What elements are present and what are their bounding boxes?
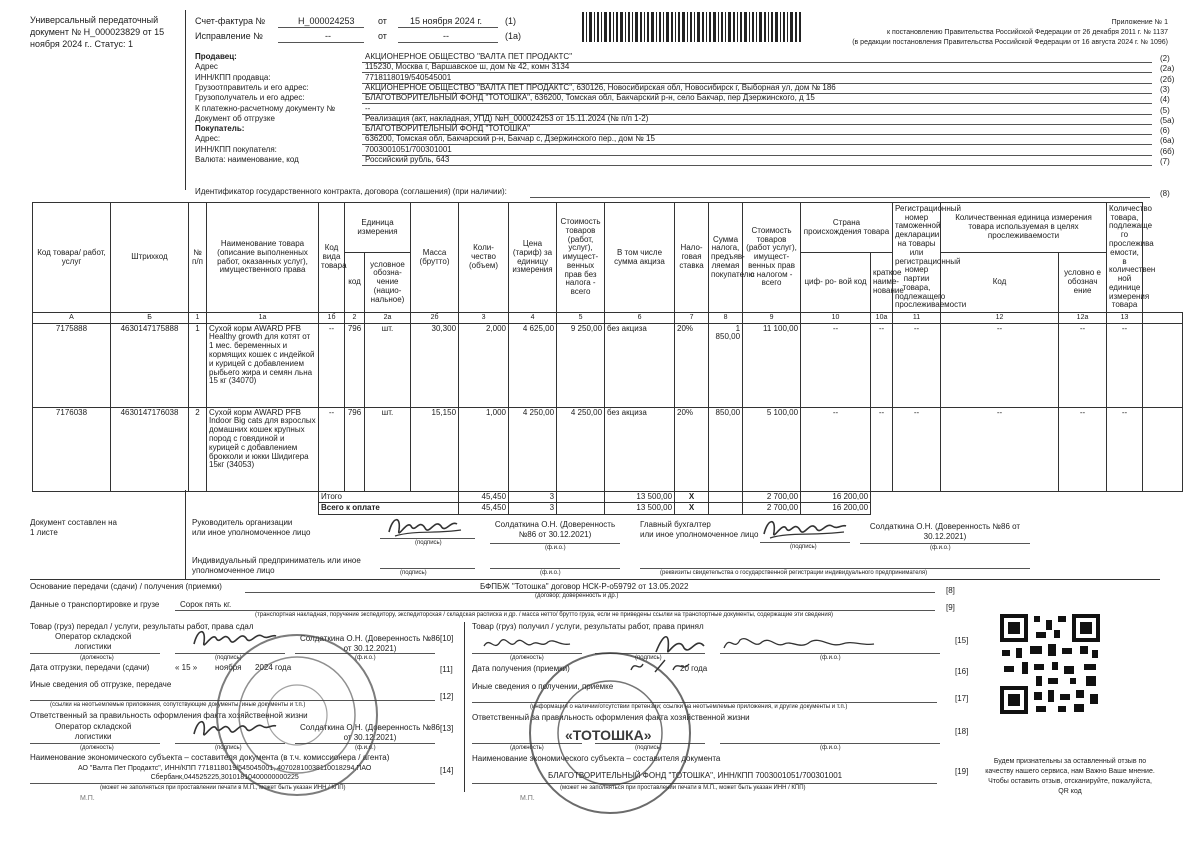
- subtotal-qty: 3: [509, 491, 557, 503]
- grandtotal-row: [33, 503, 1183, 515]
- barcode-image: [582, 12, 802, 42]
- recv-year: 20 года: [680, 664, 708, 673]
- th-excise: В том числе сумма акциза: [605, 203, 675, 313]
- head-label: [192, 518, 310, 538]
- cell-price: 4 250,00: [509, 407, 557, 491]
- column-code: 5: [557, 313, 605, 324]
- op-label: [55, 632, 131, 652]
- party-label: Продавец:: [195, 52, 237, 61]
- subtotal-mass: 45,450: [459, 491, 509, 503]
- qr-note-line2: качеству нашего сервиса, нам Важно Ваше мнение.: [985, 768, 1155, 775]
- head-label-line1: Руководитель организации: [192, 518, 293, 527]
- invoice-label: Счет-фактура №: [195, 16, 266, 26]
- resp-pos-cap: (должность): [80, 745, 114, 751]
- left-other-label: Иные сведения об отгрузке, передаче: [30, 680, 172, 689]
- th-name: Наименование товара (описание выполненных работ, оказанных услуг), имущественного права: [207, 203, 319, 313]
- column-code: 8: [709, 313, 743, 324]
- column-code: 12: [941, 313, 1059, 324]
- ip-sign-line: [380, 568, 475, 569]
- cell-code: 7176038: [33, 407, 111, 491]
- th-customs: Регистрационный номер таможенной декларации на товары или регистрационный номер партии товара, подлежащего прослеживаемости: [893, 203, 941, 313]
- appendix-note: [852, 18, 1168, 48]
- code-19: [19]: [955, 767, 969, 776]
- cell-trace-name: --: [1059, 407, 1107, 491]
- cell-total: 5 100,00: [743, 407, 801, 491]
- code-13: [13]: [440, 724, 454, 733]
- doc-title-line3: ноября 2024 г.. Статус: 1: [30, 39, 133, 49]
- cell-price: 4 625,00: [509, 323, 557, 407]
- op-sign-cap: (подпись): [215, 655, 242, 661]
- grandtotal-excise: X: [675, 503, 709, 515]
- cell-unit-name: шт.: [365, 407, 411, 491]
- cell-rate: 20%: [675, 407, 709, 491]
- party-line: [362, 144, 1152, 145]
- party-line: [362, 72, 1152, 73]
- qr-note-line3: Чтобы оставить отзыв, отсканируйте, пожалуйста,: [988, 778, 1152, 785]
- party-line: [362, 155, 1152, 156]
- basis-label: Основание передачи (сдачи) / получения (приемки): [30, 582, 222, 591]
- party-label: Покупатель:: [195, 124, 245, 134]
- cell-country-code: --: [801, 323, 871, 407]
- invoice-from: от: [378, 16, 387, 26]
- party-code: (2а): [1160, 64, 1175, 74]
- qr-note-line4: QR код: [1058, 788, 1082, 795]
- op-pos-line: [30, 653, 160, 654]
- left-resp-label: Ответственный за правильность оформления факта хозяйственной жизни: [30, 711, 308, 720]
- buyer-seal-text: «ТОТОШКА»: [565, 727, 652, 743]
- code-17: [17]: [955, 694, 969, 703]
- right-resp-pos-cap: (должность): [510, 745, 544, 751]
- op-fio-cap: (ф.и.о.): [355, 655, 376, 661]
- grandtotal-mass: 45,450: [459, 503, 509, 515]
- op-label-line1: Оператор складской: [55, 632, 132, 641]
- party-label: К платежно-расчетному документу №: [195, 103, 336, 113]
- appendix-line2: к постановлению Правительства Российской Федерации от 26 декабря 2011 г. № 1137: [886, 29, 1168, 36]
- party-code: (4): [1160, 95, 1170, 105]
- columns-divider: [464, 622, 465, 792]
- party-code: (3): [1160, 84, 1170, 94]
- code-16: [16]: [955, 667, 969, 676]
- cell-qty: 2,000: [459, 323, 509, 407]
- th-barcode: Штрихкод: [111, 203, 189, 313]
- cell-tax: 1 850,00: [709, 323, 743, 407]
- transport-label: Данные о транспортировке и грузе: [30, 600, 160, 609]
- party-value: 115230, Москва г, Варшавское ш, дом № 42, комн 3134: [365, 62, 570, 72]
- th-country: Страна происхождения товара: [801, 203, 893, 253]
- table-row: [33, 323, 1183, 407]
- accountant-name-line: [860, 543, 1030, 544]
- subtotal-cost: 13 500,00: [605, 491, 675, 503]
- th-trace-code: Код: [941, 253, 1059, 313]
- accountant-label: [640, 520, 758, 540]
- cell-num: 1: [189, 323, 207, 407]
- column-code: 12а: [1059, 313, 1107, 324]
- qr-note-line1: Будем признательны за оставленный отзыв по: [993, 758, 1147, 765]
- correction-date: --: [443, 31, 449, 41]
- party-code: (6): [1160, 126, 1170, 136]
- head-signature-icon: [385, 510, 465, 544]
- code-12: [12]: [440, 692, 454, 701]
- right-other-cap: (информация о наличии/отсутствии претензии; ссылки на неотъемлемые приложения, и другие документы и т.п.): [530, 704, 848, 710]
- invoice-number-line: [278, 27, 364, 28]
- party-label: Грузополучатель и его адрес:: [195, 93, 305, 103]
- resp-fio-cap: (ф.и.о.): [355, 745, 376, 751]
- th-unit-code: код: [345, 253, 365, 313]
- ip-cert-cap: (реквизиты свидетельства о государственной регистрации индивидуального предпринимателя): [660, 570, 928, 576]
- party-code: (2): [1160, 54, 1170, 63]
- cell-rate: 20%: [675, 323, 709, 407]
- cell-cost: 9 250,00: [557, 323, 605, 407]
- resp-op-line2: логистики: [74, 732, 112, 741]
- party-value: БЛАГОТВОРИТЕЛЬНЫЙ ФОНД "ТОТОШКА", 636200, Томская обл, Бакчарский р-н, село Бакчар, пер Дзержинского, д 15: [365, 93, 815, 103]
- cell-customs: --: [893, 323, 941, 407]
- party-label: ИНН/КПП продавца:: [195, 72, 271, 82]
- ip-fio-cap: (ф.и.о.): [540, 570, 561, 576]
- cell-country-name: --: [871, 407, 893, 491]
- left-other-cap: (ссылки на неотъемлемые приложения, сопутствующие документы, иные документы и т.п.): [50, 702, 306, 708]
- party-code: (6а): [1160, 136, 1175, 146]
- right-resp-sign-cap: (подпись): [635, 745, 662, 751]
- doc-pages-line2: 1 листе: [30, 528, 58, 537]
- accountant-signature-icon: [760, 512, 850, 546]
- cell-country-name: --: [871, 323, 893, 407]
- grandtotal-qty: 3: [509, 503, 557, 515]
- cell-name: Сухой корм AWARD PFB Healthy growth для котят от 1 мес. беременных и кормящих кошек с индейкой и курицей с добавлением рыбьего жира и семян льна 15 кг (34070): [207, 323, 319, 407]
- column-code: 1а: [207, 313, 319, 324]
- th-trace-qty: Количество товара, подлежаще го прослежива емости, в количествен ной единице измерения товара: [1107, 203, 1143, 313]
- th-cost: Стоимость товаров (работ, услуг), имущест- венных прав без налога - всего: [557, 203, 605, 313]
- invoice-code: (1): [505, 16, 516, 26]
- ip-label: [192, 556, 361, 576]
- code-15: [15]: [955, 636, 969, 645]
- basis-code: [8]: [946, 586, 955, 595]
- header-divider: [185, 10, 186, 190]
- subtotal-total: 16 200,00: [801, 491, 871, 503]
- cell-barcode: 4630147176038: [111, 407, 189, 491]
- recv-sign-cap: (подпись): [635, 655, 662, 661]
- cell-trace-name: --: [1059, 323, 1107, 407]
- cell-barcode: 4630147175888: [111, 323, 189, 407]
- correction-code: (1а): [505, 31, 522, 41]
- invoice-number: Н_000024253: [298, 16, 355, 26]
- th-code: Код товара/ работ, услуг: [33, 203, 111, 313]
- th-total: Стоимость товаров (работ услуг), имущест- венных прав с налогом - всего: [743, 203, 801, 313]
- invoice-date-line: [398, 27, 498, 28]
- cell-unit-name: шт.: [365, 323, 411, 407]
- op-name-line2: от 30.12.2021): [343, 644, 397, 653]
- doc-title-line1: Универсальный передаточный: [30, 15, 159, 25]
- party-value: Реализация (акт, накладная, УПД) №Н_000024253 от 15.11.2024 (№ п/п 1-2): [365, 113, 649, 123]
- cell-kind: --: [319, 323, 345, 407]
- cell-total: 11 100,00: [743, 323, 801, 407]
- column-codes-row: [33, 313, 1183, 324]
- ip-label-line2: уполномоченное лицо: [192, 566, 275, 575]
- cell-cost: 4 250,00: [557, 407, 605, 491]
- party-label: Валюта: наименование, код: [195, 155, 299, 164]
- th-country-code: циф- ро- вой код: [801, 253, 871, 313]
- ip-sign-cap: (подпись): [400, 570, 427, 576]
- th-num: № п/п: [189, 203, 207, 313]
- invoice-date: 15 ноября 2024 г.: [410, 16, 482, 26]
- op-pos-cap: (должность): [80, 655, 114, 661]
- head-label-line2: или иное уполномоченное лицо: [192, 528, 311, 537]
- cell-trace-qty: --: [1107, 407, 1143, 491]
- party-line: [362, 165, 1152, 166]
- recv-fio-cap: (ф.и.о.): [820, 655, 841, 661]
- th-country-name: краткое наиме- нование: [871, 253, 893, 313]
- code-11: [11]: [440, 665, 453, 674]
- correction-label: Исправление №: [195, 31, 263, 41]
- grandtotal-tax: 2 700,00: [743, 503, 801, 515]
- recv-date-label: Дата получения (приемки): [472, 664, 570, 673]
- resp-name-line1: Солдаткина О.Н. (Доверенность №86: [300, 723, 440, 732]
- cell-mass: 15,150: [411, 407, 459, 491]
- contract-id-label: Идентификатор государственного контракта, договора (соглашения) (при наличии):: [195, 187, 507, 196]
- head-name: Солдаткина О.Н. (Доверенность №86 от 30.12.2021): [494, 520, 616, 539]
- right-entity-label: Наименование экономического субъекта – составителя документа: [472, 754, 721, 763]
- column-code: 13: [1107, 313, 1143, 324]
- right-entity-value: БЛАГОТВОРИТЕЛЬНЫЙ ФОНД "ТОТОШКА", ИНН/КПП 7003001051/700301001: [548, 771, 843, 780]
- transport-code: [9]: [946, 603, 955, 612]
- received-label: Товар (груз) получил / услуги, результаты работ, права принял: [472, 622, 704, 631]
- ship-year: 2024 года: [255, 663, 292, 672]
- th-trace-unit: Количественная единица измерения товара используемая в целях прослеживаемости: [941, 203, 1107, 253]
- sign-divider: [185, 490, 186, 580]
- basis-value: БФПБЖ "Тотошка" договор НСК-Р-о59792 от 13.05.2022: [480, 582, 689, 591]
- th-qty: Коли- чество (объем): [459, 203, 509, 313]
- right-mp: М.П.: [520, 795, 535, 802]
- resp-pos-line: [30, 743, 160, 744]
- cell-trace-qty: --: [1107, 323, 1143, 407]
- column-code: 4: [509, 313, 557, 324]
- doc-pages: [30, 518, 117, 538]
- contract-id-code: (8): [1160, 189, 1170, 198]
- resp-name-line2: от 30.12.2021): [343, 733, 397, 742]
- left-entity-line2: Сбербанк,044525225,30101810400000000225: [150, 774, 299, 781]
- column-code: 2б: [411, 313, 459, 324]
- qr-code-icon[interactable]: [1000, 614, 1100, 714]
- resp-op-line1: Оператор складской: [55, 722, 132, 731]
- appendix-line3: (в редакции постановления Правительства Российской Федерации от 16 августа 2024 г. № 1096): [852, 39, 1168, 46]
- column-code: 1б: [319, 313, 345, 324]
- correction-number-line: [278, 42, 364, 43]
- ip-fio-line: [490, 568, 620, 569]
- ship-month: ноября: [215, 663, 242, 672]
- transport-line: [175, 610, 935, 611]
- accountant-label-line2: или иное уполномоченное лицо: [640, 530, 759, 539]
- doc-title-line2: документ № Н_000023829 от 15: [30, 27, 165, 37]
- column-code: 3: [459, 313, 509, 324]
- column-code: Б: [111, 313, 189, 324]
- party-code: (6б): [1160, 146, 1175, 156]
- receiver-name-handwriting-icon: [720, 632, 880, 656]
- right-resp-fio-line: [720, 743, 940, 744]
- ip-label-line1: Индивидуальный предприниматель или иное: [192, 556, 361, 565]
- subtotal-row: [33, 491, 1183, 503]
- goods-table: [32, 202, 1183, 515]
- th-tax: Сумма налога, предъяв- ляемая покупателю: [709, 203, 743, 313]
- party-value: 636200, Томская обл, Бакчарский р-н, Бакчар с, Дзержинского пер., дом № 15: [365, 134, 655, 144]
- appendix-line1: Приложение № 1: [1111, 19, 1168, 26]
- ip-cert-line: [640, 568, 1030, 569]
- right-entity-cap: (может не заполняться при проставлении печати в М.П., может быть указан ИНН / КПП): [560, 785, 806, 791]
- cell-name: Сухой корм AWARD PFB Indoor Big cats для взрослых домашних кошек крупных пород с говядиной и курицей с добавлением брокколи и юкки Шидигера 15кг (34053): [207, 407, 319, 491]
- accountant-sign-cap: (подпись): [790, 544, 817, 550]
- column-code: 9: [743, 313, 801, 324]
- table-row: [33, 407, 1183, 491]
- barcode-icon: [582, 12, 802, 42]
- transport-cap: (транспортная накладная, поручение экспедитору, экспедиторская / складская расписка и др. / масса нетто/ брутто груза, если не приведены ссылки на транспортные документы, содержащие эти сведения): [255, 612, 833, 618]
- th-mass: Масса (брутто): [411, 203, 459, 313]
- party-value: БЛАГОТВОРИТЕЛЬНЫЙ ФОНД "ТОТОШКА": [365, 124, 530, 134]
- correction-number: --: [325, 31, 331, 41]
- grandtotal-label: Всего к оплате: [319, 503, 459, 515]
- cell-num: 2: [189, 407, 207, 491]
- th-trace-name: условно е обознач ение: [1059, 253, 1107, 313]
- column-code: 10: [801, 313, 871, 324]
- column-code: 1: [189, 313, 207, 324]
- column-code: 10а: [871, 313, 893, 324]
- th-rate: Нало- говая ставка: [675, 203, 709, 313]
- subtotal-label: Итого: [319, 491, 459, 503]
- head-fio-cap: (ф.и.о.): [545, 545, 566, 551]
- code-18: [18]: [955, 727, 969, 736]
- party-value: Российский рубль, 643: [365, 155, 450, 164]
- grandtotal-total: 16 200,00: [801, 503, 871, 515]
- op-label-line2: логистики: [74, 642, 112, 651]
- cell-country-code: --: [801, 407, 871, 491]
- party-label: Документ об отгрузке: [195, 113, 275, 123]
- resp-op-label: [55, 722, 131, 742]
- column-code: 2: [345, 313, 365, 324]
- party-value: 7718118019/540545001: [365, 72, 452, 82]
- ship-date-label: Дата отгрузки, передачи (сдачи): [30, 663, 150, 672]
- recv-pos-cap: (должность): [510, 655, 544, 661]
- cell-trace-code: --: [941, 407, 1059, 491]
- party-label: Грузоотправитель и его адрес:: [195, 82, 309, 92]
- right-resp-label: Ответственный за правильность оформления факта хозяйственной жизни: [472, 713, 750, 722]
- accountant-fio-cap: (ф.и.о.): [930, 545, 951, 551]
- right-other-label: Иные сведения о получении, приемке: [472, 682, 614, 691]
- qr-note: [975, 757, 1165, 797]
- subtotal-tax: 2 700,00: [743, 491, 801, 503]
- column-code: А: [33, 313, 111, 324]
- right-resp-fio-cap: (ф.и.о.): [820, 745, 841, 751]
- th-kind: Код вида товара: [319, 203, 345, 313]
- goods-rows: [33, 323, 1183, 491]
- accountant-name: Солдаткина О.Н. (Доверенность №86 от 30.12.2021): [869, 522, 1021, 541]
- cell-excise: без акциза: [605, 407, 675, 491]
- cell-unit-code: 796: [345, 323, 365, 407]
- party-code: (7): [1160, 157, 1170, 166]
- party-label: Адрес: [195, 62, 218, 72]
- doc-title: [30, 14, 164, 50]
- party-code: (5): [1160, 105, 1170, 115]
- cell-kind: --: [319, 407, 345, 491]
- cell-qty: 1,000: [459, 407, 509, 491]
- party-line: [362, 103, 1152, 104]
- column-code: 7: [675, 313, 709, 324]
- transfer-top-line: [30, 579, 1160, 580]
- passed-label: Товар (груз) передал / услуги, результаты работ, права сдал: [30, 622, 254, 631]
- cell-mass: 30,300: [411, 323, 459, 407]
- th-price: Цена (тариф) за единицу измерения: [509, 203, 557, 313]
- cell-excise: без акциза: [605, 323, 675, 407]
- head-sign-cap: (подпись): [415, 540, 442, 546]
- th-unit-name: условное обозна- чение (нацио- нальное): [365, 253, 411, 313]
- party-value: АКЦИОНЕРНОЕ ОБЩЕСТВО "ВАЛТА ПЕТ ПРОДАКТС": [365, 52, 573, 61]
- cell-tax: 850,00: [709, 407, 743, 491]
- transport-value: Сорок пять кг.: [180, 600, 232, 609]
- left-entity-label: Наименование экономического субъекта – составителя документа (в т.ч. комиссионера / агента): [30, 753, 390, 762]
- basis-cap: (договор; доверенность и др.): [535, 593, 619, 599]
- party-label: Адрес:: [195, 134, 221, 144]
- cell-customs: --: [893, 407, 941, 491]
- seller-seal-icon: [212, 630, 382, 800]
- subtotal-excise: X: [675, 491, 709, 503]
- column-code: 6: [605, 313, 675, 324]
- code-14: [14]: [440, 766, 454, 775]
- grandtotal-cost: 13 500,00: [605, 503, 675, 515]
- accountant-label-line1: Главный бухгалтер: [640, 520, 711, 529]
- party-value: 7003001051/700301001: [365, 144, 452, 154]
- correction-from: от: [378, 31, 387, 41]
- left-entity-line1: АО "Валта Пет Продактс", ИНН/КПП 7718118019/545045001, 40702810038110018294,ПАО: [78, 765, 372, 772]
- cell-unit-code: 796: [345, 407, 365, 491]
- correction-date-line: [398, 42, 498, 43]
- cell-code: 7175888: [33, 323, 111, 407]
- party-value: АКЦИОНЕРНОЕ ОБЩЕСТВО "ВАЛТА ПЕТ ПРОДАКТС", 630126, Новосибирская обл, Новосибирск г, Выборная ул, дом № 186: [365, 82, 836, 92]
- doc-pages-line1: Документ составлен на: [30, 518, 117, 527]
- column-code: 11: [893, 313, 941, 324]
- head-name-line: [490, 543, 620, 544]
- party-code: (5а): [1160, 115, 1175, 125]
- th-unit: Единица измерения: [345, 203, 411, 253]
- party-code: (2б): [1160, 74, 1175, 84]
- ship-day: « 15 »: [175, 663, 198, 672]
- left-entity-cap: (может не заполняться при проставлении печати в М.П., может быть указан ИНН / КПП): [100, 785, 346, 791]
- code-10: [10]: [440, 634, 454, 643]
- column-code: 2а: [365, 313, 411, 324]
- left-mp: М.П.: [80, 795, 95, 802]
- party-value: --: [365, 103, 371, 113]
- op-name-line1: Солдаткина О.Н. (Доверенность №86: [300, 634, 440, 643]
- cell-trace-code: --: [941, 323, 1059, 407]
- resp-sign-cap: (подпись): [215, 745, 242, 751]
- party-label: ИНН/КПП покупателя:: [195, 144, 277, 154]
- contract-id-line: [530, 197, 1150, 198]
